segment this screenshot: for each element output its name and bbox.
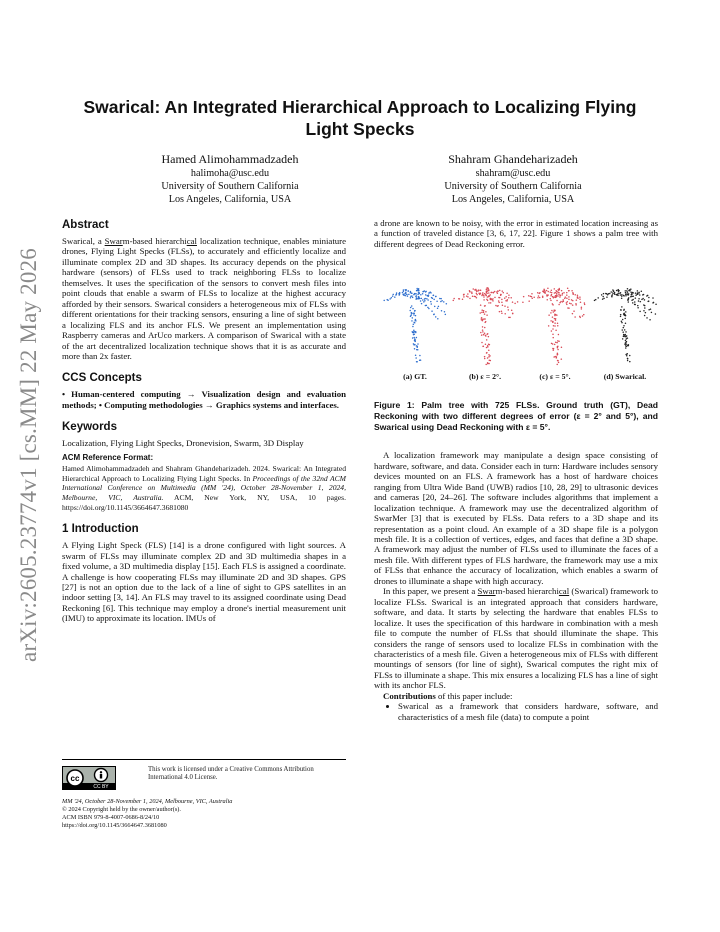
contributions-list xyxy=(374,701,658,722)
right-paragraph-1: a drone are known to be noisy, with the error in estimated location increasing as a function of traveled distance [3, 6, 17, 22]. Figure 1 shows a palm tree with different degrees of Dead Reckoning error. xyxy=(374,218,658,249)
author-name: Hamed Alimohammadzadeh xyxy=(161,152,299,166)
acm-ref-text: Hamed Alimohammadzadeh and Shahram Ghandeharizadeh. 2024. Swarical: An Integrated Hierarchical Approach to Localizing Flying Light Specks. In Proceedings of the 32nd ACM International Conference on Multimedia (MM '24), October 28-November 1, 2024, Melbourne, VIC, Australia. ACM, New York, NY, USA, 10 pages. https://doi.org/10.1145/3664647.3681080 xyxy=(62,464,346,512)
list-item: • Swarical as a framework that considers hardware, software, and characteristics of a mesh file (data) to compute a point xyxy=(398,701,658,722)
palm-tree-1 xyxy=(383,288,447,363)
right-column-lower xyxy=(374,400,658,722)
paper-title: Swarical: An Integrated Hierarchical Approach to Localizing Flying Light Specks xyxy=(83,97,637,139)
right-column xyxy=(374,218,658,249)
palm-tree-figure xyxy=(374,268,658,368)
author-location: Los Angeles, California, USA xyxy=(451,194,575,206)
author-email: shahram@usc.edu xyxy=(475,168,551,179)
figure-1 xyxy=(374,268,658,388)
sublabel-b: (b) ε = 2°. xyxy=(468,372,502,381)
keywords-text: Localization, Flying Light Specks, Dronevision, Swarm, 3D Display xyxy=(62,438,304,449)
author-name: Shahram Ghandeharizadeh xyxy=(448,152,578,166)
right-paragraph-3: In this paper, we present a Swarm-based hierarchical (Swarical) framework to localize FLSs. Swarical is an integrated approach that considers hardware, software, and data. It starts by selecting the hardware that enables FLSs to localize. It uses the specification of this hardware in combination with a mesh file to compute the number of FLSs that should illuminate the shape. This considers the range of sensors used to localize FLSs in combination with the characteristics of a mesh file. Given a heterogeneous mix of FLSs with different mountings of sensors (for line of sight), Swarical computes the right mix of FLSs to illuminate a shape. This mix ensures a localizing FLS has a line of sight with its anchor FLS. xyxy=(374,586,658,691)
footer-doi: https://doi.org/10.1145/3664647.3681080 xyxy=(62,822,167,829)
right-paragraph-2: A localization framework may manipulate a design space consisting of hardware, software, and data. Consider each in turn: Hardware includes sensory devices mounted on an FLS. A framework has a host of hardware choices ranging from Ultra Wide Band (UWB) radios [10, 28, 29] to ultrasonic devices and cameras [20, 24–26]. The software includes algorithms that implement a localization technique. A framework may use the decentralized algorithm of SwarMer [3] that is executed by FLSs. Data refers to a 3D shape and its representation as a point cloud. An example of a 3D shape file is a polygon mesh file. It is a collection of vertices, edges, and faces that define a 3D shape. A framework may adjust the number of FLSs used to illuminate the faces of a mesh file. With different types of FLS hardware, the framework may use a mix of FLSs that enhance the accuracy of localization, which enables a swarm of drones to illuminate a shape with high accuracy. xyxy=(374,450,658,586)
ccs-heading: CCS Concepts xyxy=(62,372,142,385)
footer-venue: MM '24, October 28-November 1, 2024, Melbourne, VIC, Australia xyxy=(62,798,233,805)
svg-text:cc: cc xyxy=(70,774,80,783)
palm-tree-3 xyxy=(522,288,585,366)
author-location: Los Angeles, California, USA xyxy=(168,194,292,206)
palm-tree-2 xyxy=(453,287,519,365)
footer-copyright: © 2024 Copyright held by the owner/author(s). xyxy=(62,806,181,813)
ccs-text: • Human-centered computing → Visualization design and evaluation methods; • Computing methodologies → Graphics systems and interfaces. xyxy=(62,389,346,410)
acm-ref-heading: ACM Reference Format: xyxy=(62,452,154,462)
figure-sublabels xyxy=(374,372,658,384)
intro-text: A Flying Light Speck (FLS) [14] is a drone configured with light sources. A swarm of FLSs may illuminate complex 2D and 3D multimedia shapes in a fixed volume, a 3D multimedia display [15]. Each FLS is assigned a coordinate. A challenge is how cooperating FLSs may illuminate 2D and 3D shapes. GPS [27] is not an option due to the lack of a line of sight to GPS satellites in an indoor setting [3, 14]. An FLS may travel to its assigned coordinate using Dead Reckoning [6]. This technique may employ a drone's inertial measurement unit (IMU) to approximate its location. IMUs of xyxy=(62,540,346,624)
sublabel-d: (d) Swarical. xyxy=(603,372,647,381)
intro-heading: 1 Introduction xyxy=(62,523,139,536)
author-email: halimoha@usc.edu xyxy=(190,168,270,179)
author-affiliation: University of Southern California xyxy=(161,181,299,193)
author-affiliation: University of Southern California xyxy=(444,181,582,193)
footer-info xyxy=(62,798,346,830)
figure-caption: Figure 1: Palm tree with 725 FLSs. Ground truth (GT), Dead Reckoning with two different degrees of error (ε = 2° and 5°), and Swarical using Dead Reckoning with ε = 5°. xyxy=(374,400,658,432)
contributions-intro: Contributions of this paper include: xyxy=(383,690,513,701)
palm-tree-4 xyxy=(594,288,657,362)
keywords-heading: Keywords xyxy=(62,421,117,434)
abstract-text: Swarical, a Swarm-based hierarchical localization technique, enables miniature drones, Flying Light Specks (FLSs), to accurately and efficiently localize and illuminate complex 2D and 3D shapes. Its accuracy depends on the physical hardware (sensors) of FLSs used to track neighboring FLSs to localize themselves. It uses the specification of the sensors to convert mesh files into point clouds that enable a swarm of FLSs to localize at the highest accuracy afforded by their sensors. Swarical considers a heterogeneous mix of FLSs with different orientations for their tracking sensors, ensuring a line of sight between a localizing FLS and its anchor FLS. We present an implementation using Raspberry cameras and ArUco markers. A comparison of Swarical with a state of the art decentralized localization technique shows that it is as accurate and more than 2x faster. xyxy=(62,236,346,361)
footer-isbn: ACM ISBN 979-8-4007-0686-8/24/10 xyxy=(62,814,160,821)
svg-text:CC BY: CC BY xyxy=(93,784,109,789)
license-box xyxy=(62,759,346,789)
acm-reference xyxy=(62,453,346,512)
arxiv-sidebar xyxy=(14,230,44,680)
license-text: This work is licensed under a Creative Commons Attribution International 4.0 License. xyxy=(148,766,314,782)
cc-by-badge xyxy=(62,766,116,790)
cc-by-icon xyxy=(63,767,115,789)
arxiv-id: arXiv:2605.23774v1 [cs.MM] 22 May 2026 xyxy=(16,248,41,662)
left-column xyxy=(62,218,346,624)
author-2 xyxy=(383,152,643,207)
abstract-heading: Abstract xyxy=(62,219,109,231)
sublabel-a: (a) GT. xyxy=(403,372,427,381)
author-1 xyxy=(100,152,360,207)
sublabel-c: (c) ε = 5°. xyxy=(539,372,571,381)
